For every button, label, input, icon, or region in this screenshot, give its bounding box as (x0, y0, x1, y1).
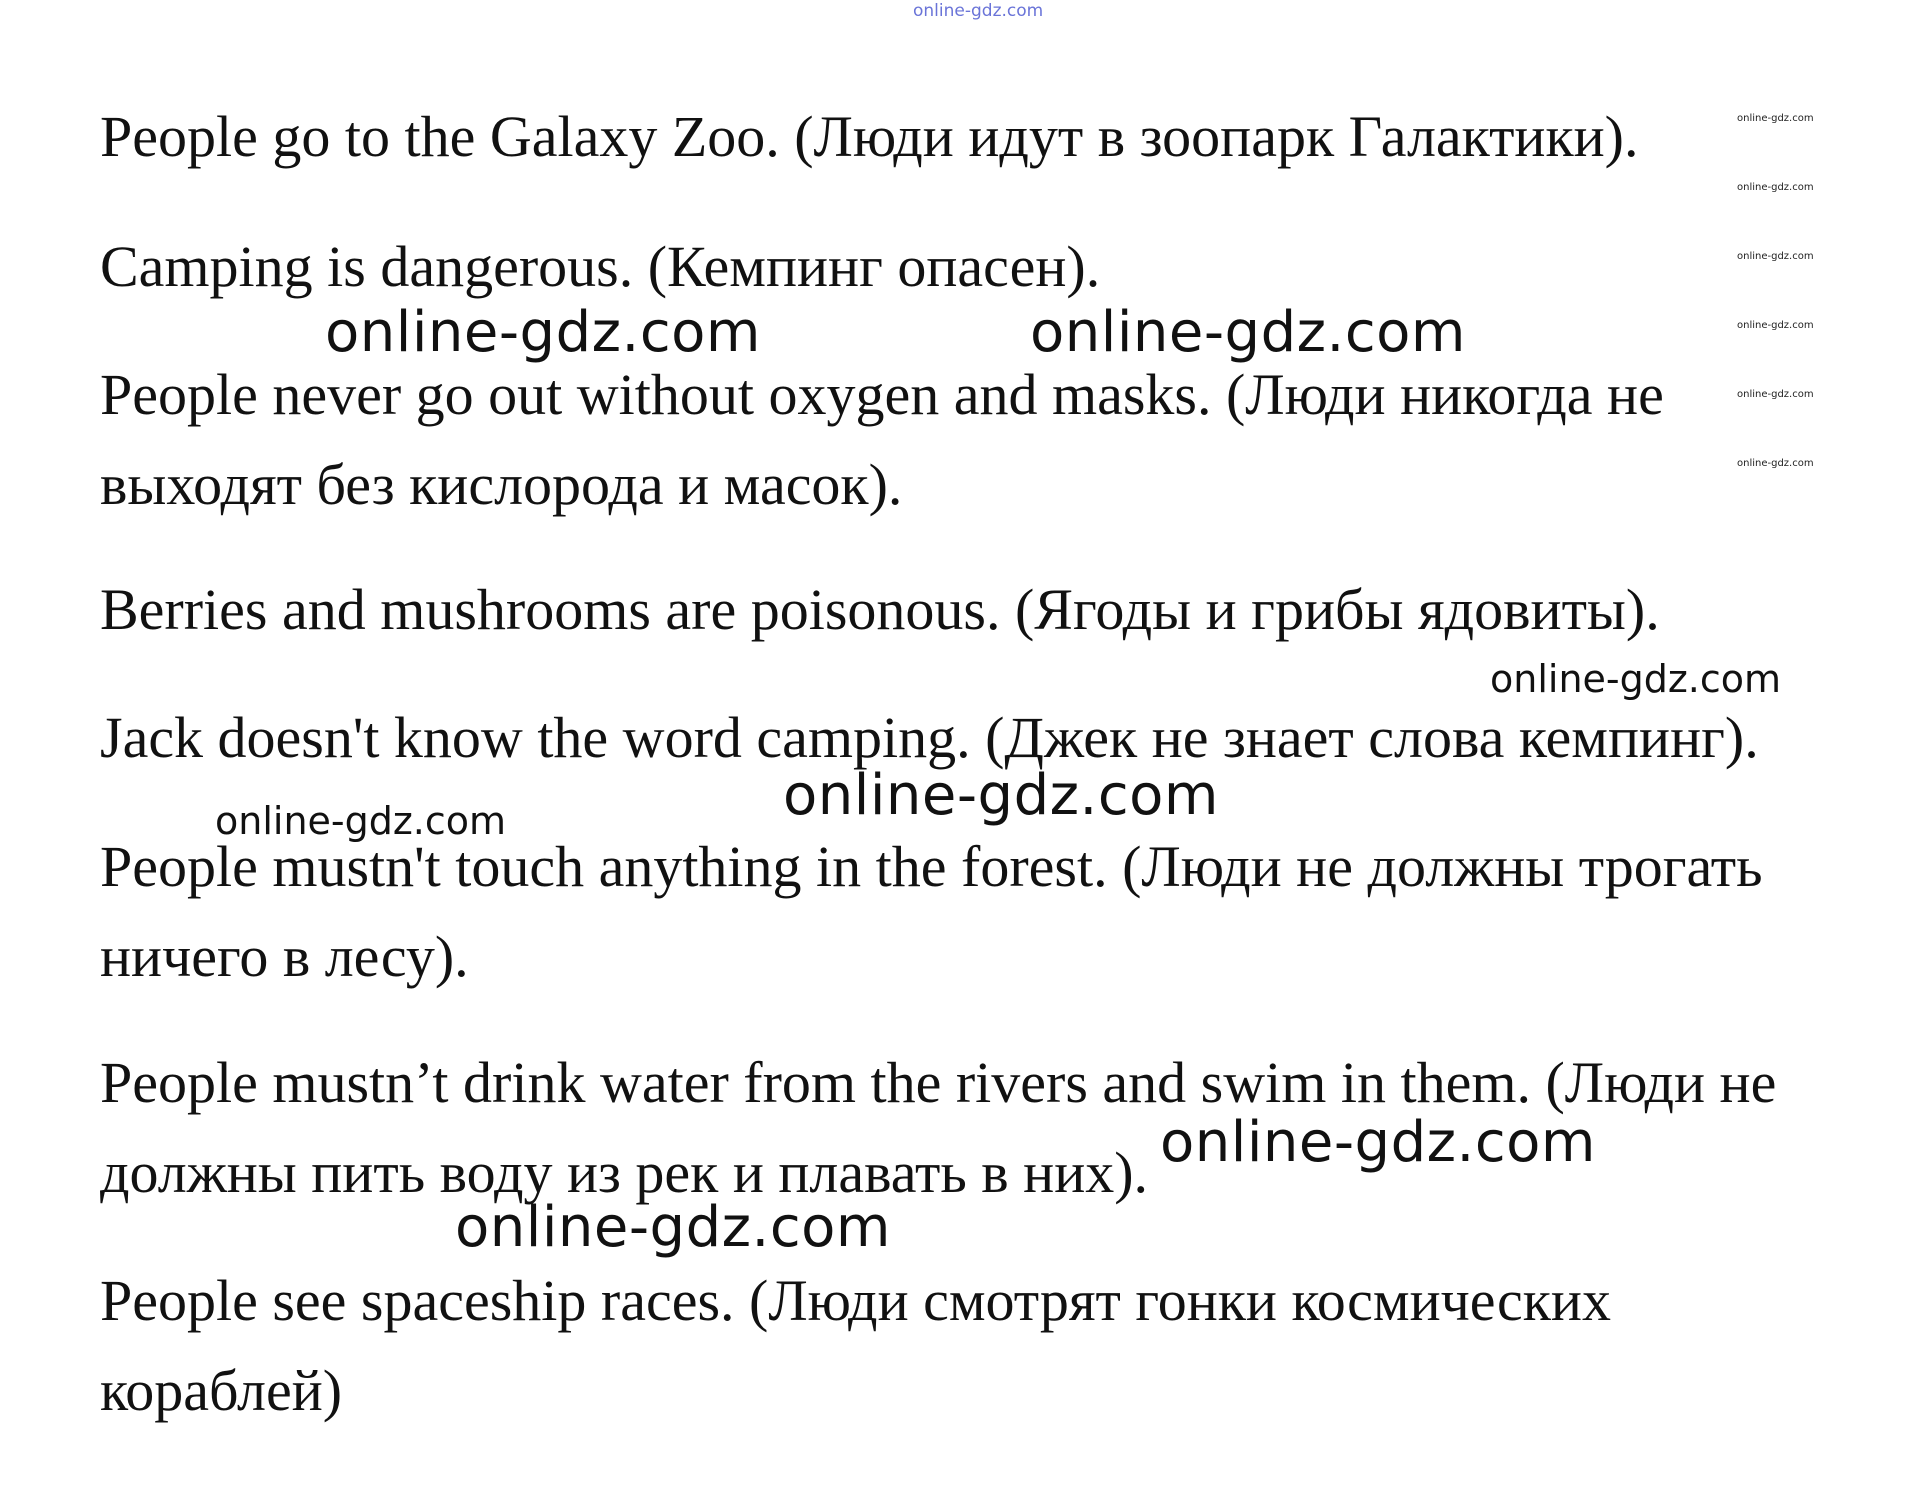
text-line-oxygen-masks: People never go out without oxygen and masks. (Люди никогда не (100, 362, 1664, 427)
text-line-oxygen-masks-cont: выходят без кислорода и масок). (100, 452, 903, 517)
overlay-watermark: online-gdz.com (1490, 657, 1782, 701)
side-watermark: online-gdz.com (1737, 458, 1814, 469)
side-watermark: online-gdz.com (1737, 320, 1814, 331)
text-line-rivers-cont: должны пить воду из рек и плавать в них). (100, 1140, 1149, 1205)
text-line-spaceship-races-cont: кораблей) (100, 1358, 343, 1423)
text-line-berries-mushrooms: Berries and mushrooms are poisonous. (Ягоды и грибы ядовиты). (100, 577, 1660, 642)
text-line-jack-camping: Jack doesn't know the word camping. (Джек не знает слова кемпинг). (100, 705, 1759, 770)
text-line-rivers: People mustn’t drink water from the rivers and swim in them. (Люди не (100, 1050, 1777, 1115)
overlay-watermark: online-gdz.com (215, 799, 507, 843)
text-line-galaxy-zoo: People go to the Galaxy Zoo. (Люди идут в зоопарк Галактики). (100, 104, 1639, 169)
text-line-camping-dangerous: Camping is dangerous. (Кемпинг опасен). (100, 234, 1101, 299)
side-watermark: online-gdz.com (1737, 389, 1814, 400)
side-watermark: online-gdz.com (1737, 113, 1814, 124)
overlay-watermark: online-gdz.com (1030, 300, 1466, 365)
text-line-touch-forest: People mustn't touch anything in the forest. (Люди не должны трогать (100, 834, 1763, 899)
text-line-touch-forest-cont: ничего в лесу). (100, 924, 469, 989)
top-watermark: online-gdz.com (913, 1, 1044, 21)
overlay-watermark: online-gdz.com (783, 763, 1219, 828)
overlay-watermark: online-gdz.com (1160, 1110, 1596, 1175)
overlay-watermark: online-gdz.com (455, 1195, 891, 1260)
side-watermark: online-gdz.com (1737, 251, 1814, 262)
side-watermark: online-gdz.com (1737, 182, 1814, 193)
overlay-watermark: online-gdz.com (325, 300, 761, 365)
text-line-spaceship-races: People see spaceship races. (Люди смотрят гонки космических (100, 1268, 1611, 1333)
